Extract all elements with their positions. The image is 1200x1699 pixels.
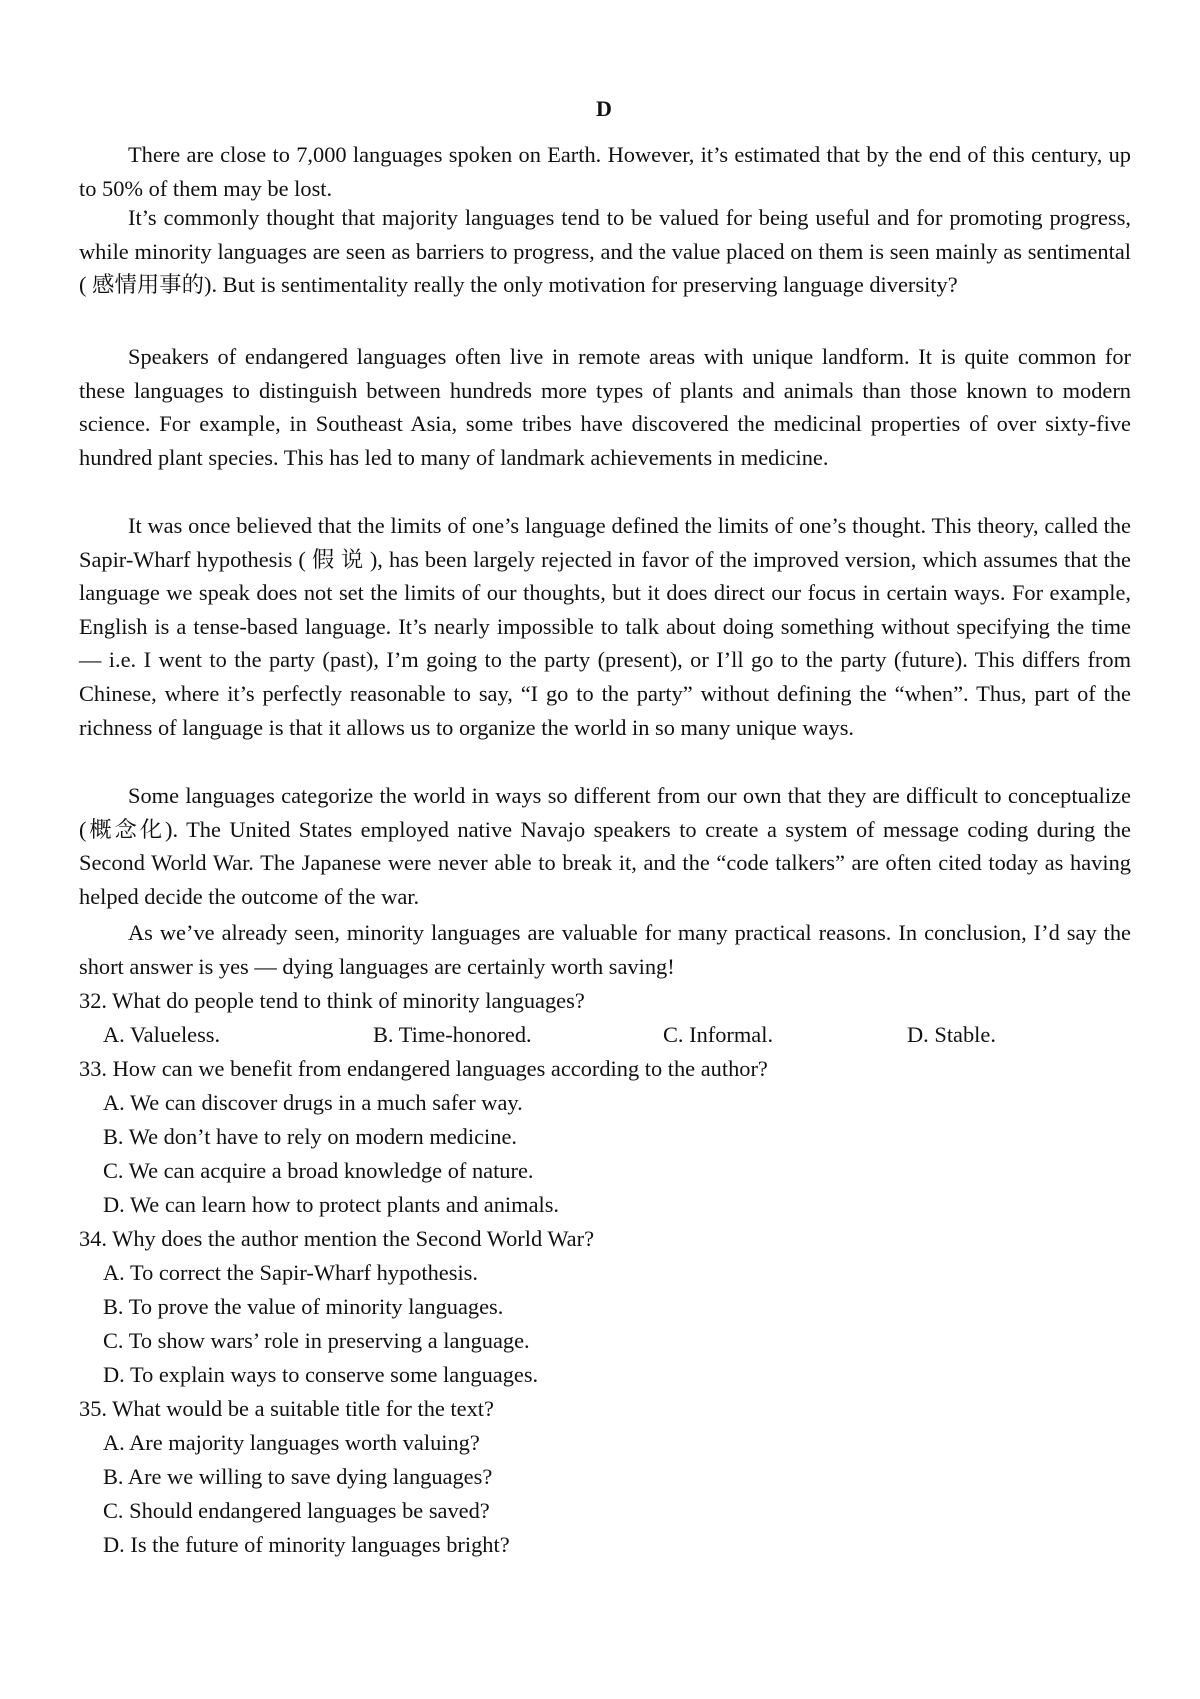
question-33-option-d: D. We can learn how to protect plants and animals. xyxy=(103,1192,560,1217)
passage-paragraph-4: It was once believed that the limits of one’s language defined the limits of one’s thought. This theory, called the Sapir-Wharf hypothesis ( 假 说 ), has been largely rejected in favor of the improved version, which assumes that the language we speak does not set the limits of our thoughts, but it does direct our focus in certain ways. For example, English is a tense-based language. It’s nearly impossible to talk about doing something without specifying the time — i.e. I went to the party (past), I’m going to the party (present), or I’ll go to the party (future). This differs from Chinese, where it’s perfectly reasonable to say, “I go to the party” without defining the “when”. Thus, part of the richness of language is that it allows us to organize the world in so many unique ways. xyxy=(79,513,1131,740)
question-35-option-d: D. Is the future of minority languages bright? xyxy=(103,1532,510,1557)
question-33-stem: 33. How can we benefit from endangered languages according to the author? xyxy=(79,1056,768,1081)
question-34-stem: 34. Why does the author mention the Second World War? xyxy=(79,1226,595,1251)
passage-paragraph-2: It’s commonly thought that majority languages tend to be valued for being useful and for promoting progress, while minority languages are seen as barriers to progress, and the value placed on them is seen mainly as sentimental ( 感情用事的). But is sentimentality really the only motivation for preserving language diversity? xyxy=(79,205,1131,298)
question-32-stem: 32. What do people tend to think of minority languages? xyxy=(79,988,585,1013)
question-35-stem: 35. What would be a suitable title for the text? xyxy=(79,1396,494,1421)
question-32-options xyxy=(0,1018,1200,1052)
question-33-option-c: C. We can acquire a broad knowledge of nature. xyxy=(103,1158,534,1183)
question-33-option-a: A. We can discover drugs in a much safer way. xyxy=(103,1090,523,1115)
question-35-option-c: C. Should endangered languages be saved? xyxy=(103,1498,490,1523)
question-35-option-b: B. Are we willing to save dying languages? xyxy=(103,1464,493,1489)
passage-paragraph-1: There are close to 7,000 languages spoken on Earth. However, it’s estimated that by the end of this century, up to 50% of them may be lost. xyxy=(79,142,1131,201)
passage-paragraph-3: Speakers of endangered languages often live in remote areas with unique landform. It is quite common for these languages to distinguish between hundreds more types of plants and animals than those known to modern science. For example, in Southeast Asia, some tribes have discovered the medicinal properties of over sixty-five hundred plant species. This has led to many of landmark achievements in medicine. xyxy=(79,344,1131,470)
question-34-option-a: A. To correct the Sapir-Wharf hypothesis. xyxy=(103,1260,478,1285)
question-32-option-a: A. Valueless. xyxy=(103,1022,221,1047)
question-34-option-b: B. To prove the value of minority languages. xyxy=(103,1294,504,1319)
question-32-option-b: B. Time-honored. xyxy=(373,1022,532,1047)
passage-paragraph-5: Some languages categorize the world in ways so different from our own that they are difficult to conceptualize (概念化). The United States employed native Navajo speakers to create a system of message coding during the Second World War. The Japanese were never able to break it, and the “code talkers” are often cited today as having helped decide the outcome of the war. xyxy=(79,783,1131,909)
question-34-option-c: C. To show wars’ role in preserving a language. xyxy=(103,1328,530,1353)
question-32-option-c: C. Informal. xyxy=(663,1022,774,1047)
question-35-option-a: A. Are majority languages worth valuing? xyxy=(103,1430,480,1455)
passage-paragraph-6: As we’ve already seen, minority languages are valuable for many practical reasons. In conclusion, I’d say the short answer is yes — dying languages are certainly worth saving! xyxy=(79,920,1131,979)
question-34-option-d: D. To explain ways to conserve some languages. xyxy=(103,1362,539,1387)
question-33-option-b: B. We don’t have to rely on modern medicine. xyxy=(103,1124,517,1149)
section-label: D xyxy=(596,96,612,121)
question-32-option-d: D. Stable. xyxy=(907,1022,996,1047)
